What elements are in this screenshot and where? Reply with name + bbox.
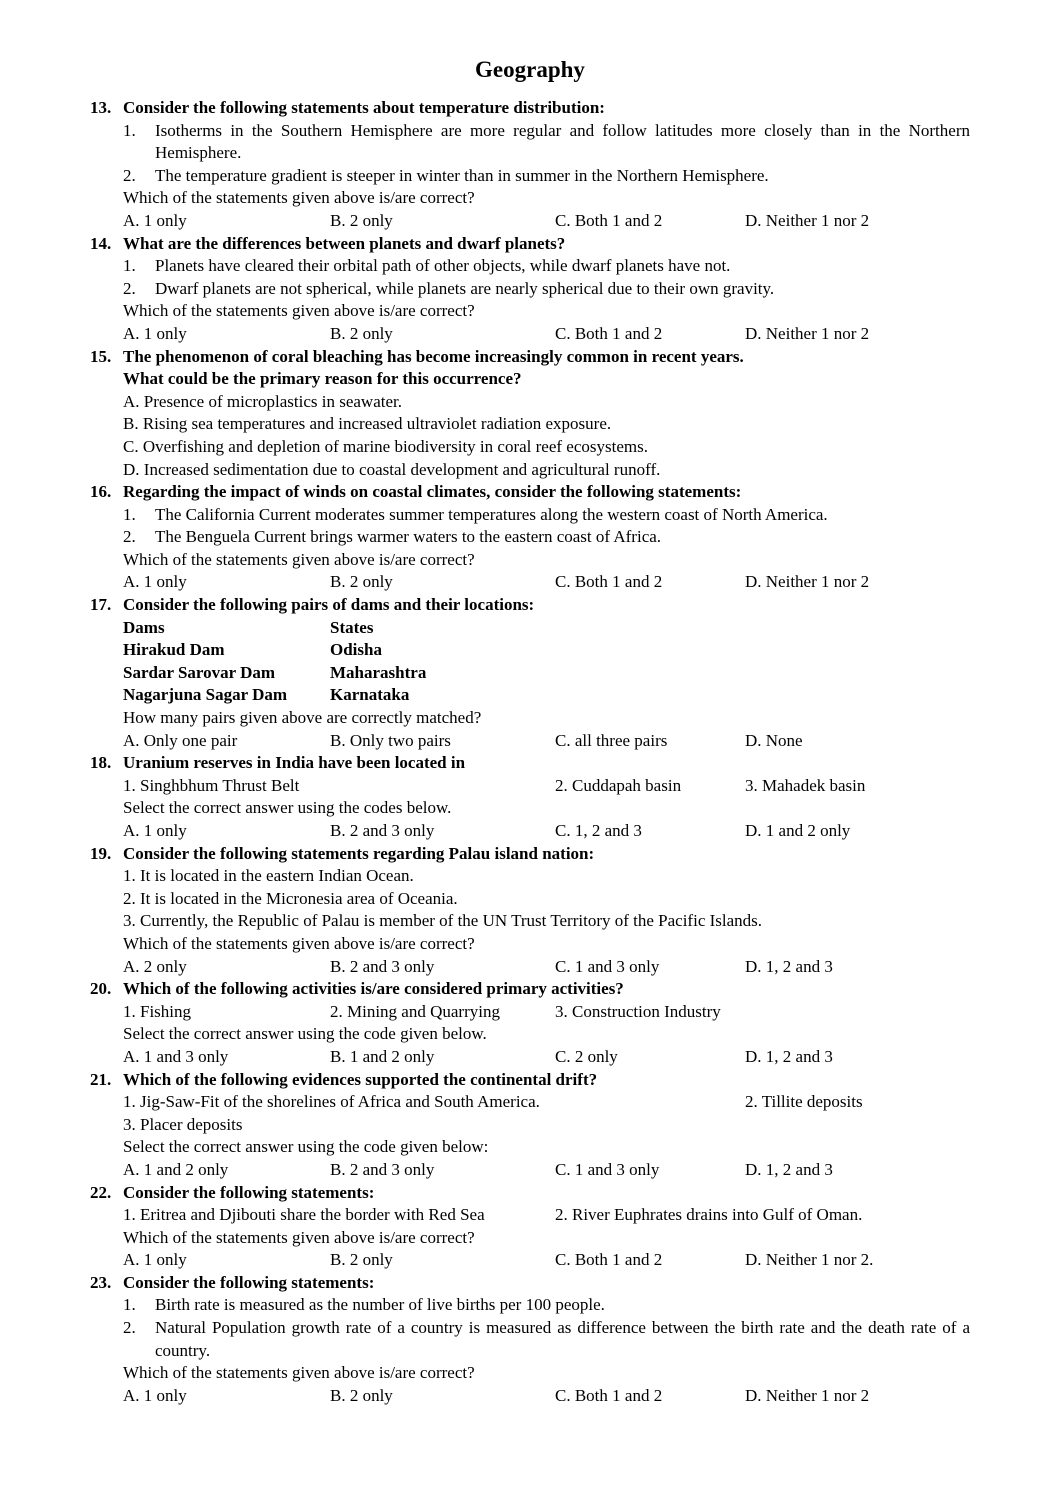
statement xyxy=(123,165,970,188)
question-heading xyxy=(123,1069,970,1092)
question-body xyxy=(123,752,970,842)
prompt-line: Which of the statements given above is/are correct? xyxy=(123,1363,475,1383)
statement xyxy=(123,526,970,549)
question-body xyxy=(123,978,970,1068)
option: D. Neither 1 nor 2 xyxy=(745,210,870,230)
statement-number: 1. xyxy=(123,120,136,140)
prompt-line: Which of the statements given above is/are correct? xyxy=(123,933,475,953)
table-cell-dam: Nagarjuna Sagar Dam xyxy=(123,685,288,705)
statement-col: 2. Tillite deposits xyxy=(745,1092,863,1112)
option: D. Neither 1 nor 2. xyxy=(745,1250,874,1270)
question-heading-line: Consider the following statements regarding Palau island nation: xyxy=(123,843,595,863)
question-heading-line: Consider the following statements: xyxy=(123,1182,375,1202)
option: A. Only one pair xyxy=(123,730,238,750)
option: B. 2 only xyxy=(330,1250,393,1270)
option: B. 2 and 3 only xyxy=(330,956,435,976)
options-row xyxy=(123,956,970,979)
question-body xyxy=(123,1069,970,1182)
option: A. 1 only xyxy=(123,1250,187,1270)
question-number: 18. xyxy=(90,753,112,773)
options-row xyxy=(123,210,970,233)
question-heading-line: What could be the primary reason for this occurrence? xyxy=(123,369,522,389)
statement-text: Natural Population growth rate of a country is measured as difference between the birth rate and the death rate of a country. xyxy=(155,1318,970,1360)
option-line: D. Increased sedimentation due to coastal development and agricultural runoff. xyxy=(123,459,661,479)
statement-number: 2. xyxy=(123,1318,136,1338)
table-cell-dam: Sardar Sarovar Dam xyxy=(123,662,276,682)
option: C. all three pairs xyxy=(555,730,668,750)
statement-text: The temperature gradient is steeper in winter than in summer in the Northern Hemisphere. xyxy=(155,165,769,185)
question-body xyxy=(123,233,970,346)
question-number: 22. xyxy=(90,1182,112,1202)
question-body xyxy=(123,594,970,752)
statements-row xyxy=(123,775,970,798)
statement xyxy=(123,504,970,527)
question-number: 14. xyxy=(90,233,112,253)
option: A. 1 only xyxy=(123,323,187,343)
page-title: Geography xyxy=(475,57,585,82)
question-heading xyxy=(123,346,970,391)
question-heading xyxy=(123,1272,970,1295)
option: C. 1 and 3 only xyxy=(555,956,660,976)
option: C. 1 and 3 only xyxy=(555,1159,660,1179)
question-heading-line: Which of the following evidences supported the continental drift? xyxy=(123,1069,598,1089)
statement-text: The Benguela Current brings warmer waters to the eastern coast of Africa. xyxy=(155,527,662,547)
option: A. 1 and 2 only xyxy=(123,1159,229,1179)
option: D. 1, 2 and 3 xyxy=(745,956,833,976)
statement-col: 3. Mahadek basin xyxy=(745,775,866,795)
question-body xyxy=(123,481,970,594)
question-number: 13. xyxy=(90,98,112,117)
question-heading xyxy=(123,481,970,504)
statement-text: Dwarf planets are not spherical, while planets are nearly spherical due to their own gravity. xyxy=(155,278,775,298)
option: B. 2 and 3 only xyxy=(330,821,435,840)
question-heading xyxy=(123,978,970,1001)
prompt-line: 3. Currently, the Republic of Palau is member of the UN Trust Territory of the Pacific Islands. xyxy=(123,911,763,931)
option: C. Both 1 and 2 xyxy=(555,1250,663,1270)
option: A. 1 only xyxy=(123,210,187,230)
question xyxy=(90,1069,970,1182)
options-row xyxy=(123,730,970,753)
statement-col: 2. River Euphrates drains into Gulf of Oman. xyxy=(555,1205,863,1225)
prompt-line: Select the correct answer using the code given below. xyxy=(123,1024,487,1044)
option: C. Both 1 and 2 xyxy=(555,572,663,592)
question-number: 23. xyxy=(90,1272,112,1292)
option: B. 2 only xyxy=(330,572,393,592)
options-row xyxy=(123,1249,970,1272)
prompt-line: Which of the statements given above is/are correct? xyxy=(123,188,475,208)
statement-number: 1. xyxy=(123,256,136,276)
option: A. 1 only xyxy=(123,1385,187,1405)
statement-text: Planets have cleared their orbital path of other objects, while dwarf planets have not. xyxy=(155,256,731,276)
question-number: 17. xyxy=(90,595,112,615)
option: D. 1, 2 and 3 xyxy=(745,1046,833,1066)
statement xyxy=(123,278,970,301)
question-number: 20. xyxy=(90,979,112,999)
option: B. 2 and 3 only xyxy=(330,1159,435,1179)
option: B. 1 and 2 only xyxy=(330,1046,435,1066)
options-row xyxy=(123,1159,970,1182)
option: A. 1 only xyxy=(123,821,187,840)
statement xyxy=(123,120,970,165)
question-body xyxy=(123,97,970,233)
prompt-line: Select the correct answer using the code given below: xyxy=(123,1137,489,1157)
statement-number: 2. xyxy=(123,278,136,298)
option: C. Both 1 and 2 xyxy=(555,1385,663,1405)
option: B. 2 only xyxy=(330,1385,393,1405)
question-heading-line: The phenomenon of coral bleaching has become increasingly common in recent years. xyxy=(123,346,744,366)
statement xyxy=(123,255,970,278)
statement-col: 3. Construction Industry xyxy=(555,1001,721,1021)
options-row xyxy=(123,571,970,594)
option: C. 2 only xyxy=(555,1046,618,1066)
statement-text: Isotherms in the Southern Hemisphere are more regular and follow latitudes more closely than in the Northern Hemisphere. xyxy=(155,120,970,163)
question-heading-line: What are the differences between planets and dwarf planets? xyxy=(123,233,566,253)
question-heading-line: Consider the following statements about temperature distribution: xyxy=(123,98,605,117)
statements-row xyxy=(123,1204,970,1227)
question-body xyxy=(123,843,970,979)
prompt-line: Which of the statements given above is/are correct? xyxy=(123,301,475,321)
option: B. Only two pairs xyxy=(330,730,451,750)
option: C. 1, 2 and 3 xyxy=(555,821,642,840)
question-heading-line: Consider the following statements: xyxy=(123,1272,375,1292)
statement-number: 1. xyxy=(123,504,136,524)
question-heading xyxy=(123,233,970,256)
question xyxy=(90,346,970,482)
question-heading-line: Uranium reserves in India have been located in xyxy=(123,753,466,773)
question xyxy=(90,97,970,233)
table-row xyxy=(123,639,970,662)
prompt-line: Which of the statements given above is/are correct? xyxy=(123,1227,475,1247)
statement-col: 2. Cuddapah basin xyxy=(555,775,682,795)
question-body xyxy=(123,1182,970,1272)
option: A. 2 only xyxy=(123,956,187,976)
statement-number: 2. xyxy=(123,165,136,185)
statement-number: 2. xyxy=(123,527,136,547)
statement-col: 1. Singhbhum Thrust Belt xyxy=(123,775,300,795)
question-body xyxy=(123,346,970,482)
statement-col: 1. Fishing xyxy=(123,1001,192,1021)
statement-col: 2. Mining and Quarrying xyxy=(330,1001,500,1021)
options-row xyxy=(123,820,970,843)
prompt-line: Which of the statements given above is/are correct? xyxy=(123,549,475,569)
options-row xyxy=(123,1046,970,1069)
option: D. 1, 2 and 3 xyxy=(745,1159,833,1179)
statements-row xyxy=(123,1001,970,1024)
question xyxy=(90,233,970,346)
question-number: 21. xyxy=(90,1069,112,1089)
options-row xyxy=(123,323,970,346)
option: C. Both 1 and 2 xyxy=(555,210,663,230)
question-heading-line: Consider the following pairs of dams and their locations: xyxy=(123,595,535,615)
table-cell-state: Maharashtra xyxy=(330,662,427,682)
statements-row xyxy=(123,1091,970,1114)
option: D. None xyxy=(745,730,803,750)
option: A. 1 and 3 only xyxy=(123,1046,229,1066)
option-line: A. Presence of microplastics in seawater. xyxy=(123,391,402,411)
question-list xyxy=(90,97,970,1407)
statement xyxy=(123,1317,970,1362)
option: A. 1 only xyxy=(123,572,187,592)
question-heading xyxy=(123,752,970,775)
question xyxy=(90,1272,970,1408)
table-cell-dam: Dams xyxy=(123,617,165,637)
option: D. Neither 1 nor 2 xyxy=(745,572,870,592)
question-body xyxy=(123,1272,970,1408)
table-row xyxy=(123,617,970,640)
options-row xyxy=(123,1385,970,1408)
question xyxy=(90,594,970,752)
option-line: C. Overfishing and depletion of marine biodiversity in coral reef ecosystems. xyxy=(123,436,648,456)
prompt-line: Select the correct answer using the codes below. xyxy=(123,798,452,818)
option: B. 2 only xyxy=(330,323,393,343)
question-heading xyxy=(123,1182,970,1205)
prompt-line: How many pairs given above are correctly matched? xyxy=(123,708,482,728)
statement-text: Birth rate is measured as the number of live births per 100 people. xyxy=(155,1295,605,1315)
question-heading-line: Regarding the impact of winds on coastal climates, consider the following statements: xyxy=(123,482,742,502)
question-number: 19. xyxy=(90,843,112,863)
option: D. 1 and 2 only xyxy=(745,821,851,840)
question-number: 15. xyxy=(90,346,112,366)
option: B. 2 only xyxy=(330,210,393,230)
table-row xyxy=(123,684,970,707)
table-cell-dam: Hirakud Dam xyxy=(123,640,225,660)
table-cell-state: Karnataka xyxy=(330,685,410,705)
statement xyxy=(123,1294,970,1317)
question xyxy=(90,752,970,842)
option: D. Neither 1 nor 2 xyxy=(745,1385,870,1405)
question-heading-line: Which of the following activities is/are considered primary activities? xyxy=(123,979,624,999)
statement-number: 1. xyxy=(123,1295,136,1315)
statement-text: The California Current moderates summer temperatures along the western coast of North America. xyxy=(155,504,828,524)
option: C. Both 1 and 2 xyxy=(555,323,663,343)
option: D. Neither 1 nor 2 xyxy=(745,323,870,343)
statement-col: 1. Jig-Saw-Fit of the shorelines of Africa and South America. xyxy=(123,1092,540,1112)
prompt-line: 1. It is located in the eastern Indian Ocean. xyxy=(123,866,414,886)
question-heading xyxy=(123,594,970,617)
question-number: 16. xyxy=(90,482,112,502)
question xyxy=(90,978,970,1068)
question xyxy=(90,843,970,979)
question-heading xyxy=(123,97,970,120)
question xyxy=(90,481,970,594)
option-line: B. Rising sea temperatures and increased ultraviolet radiation exposure. xyxy=(123,414,612,434)
table-row xyxy=(123,662,970,685)
prompt-line: 3. Placer deposits xyxy=(123,1114,243,1134)
question xyxy=(90,1182,970,1272)
question-heading xyxy=(123,843,970,866)
table-cell-state: States xyxy=(330,617,374,637)
table-cell-state: Odisha xyxy=(330,640,382,660)
prompt-line: 2. It is located in the Micronesia area of Oceania. xyxy=(123,888,458,908)
statement-col: 1. Eritrea and Djibouti share the border with Red Sea xyxy=(123,1205,485,1225)
